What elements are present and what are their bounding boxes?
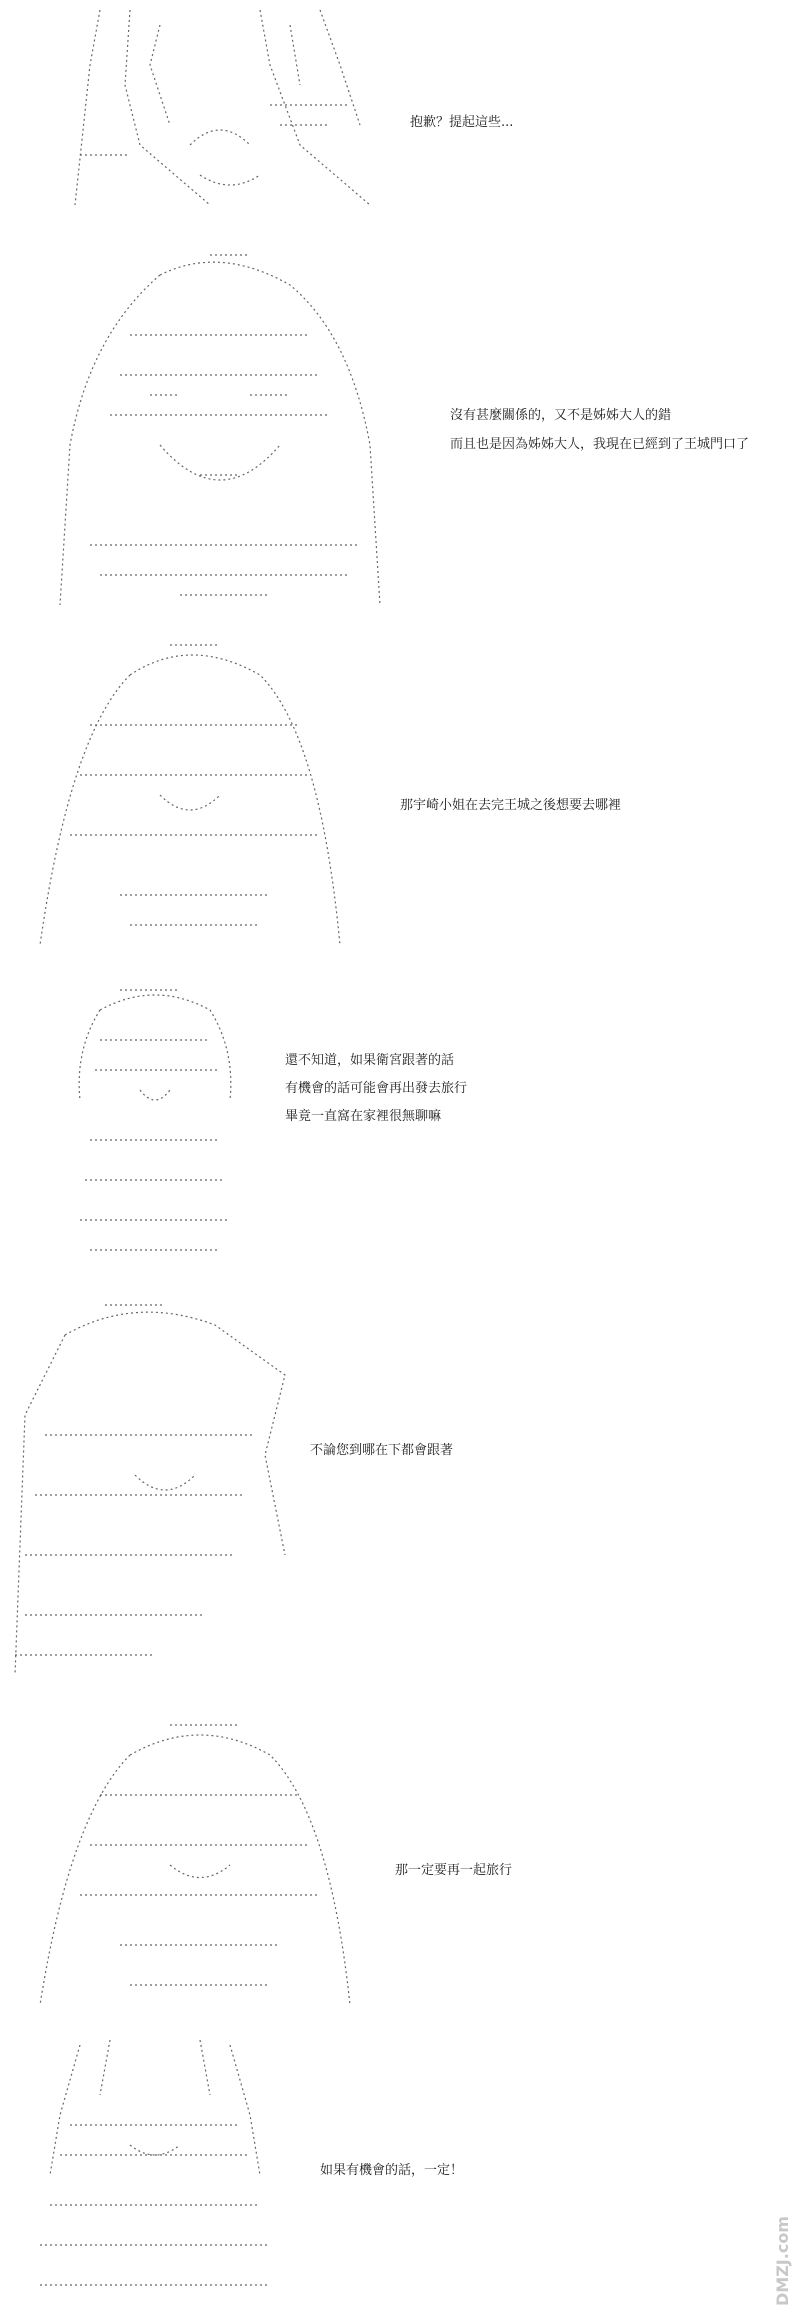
watermark-text: DMZJ.com [773, 2216, 792, 2306]
panel-4 [0, 975, 800, 1265]
dialogue-caption [395, 1860, 512, 1881]
dialogue-line: 不論您到哪在下都會跟著 [310, 1443, 454, 1458]
ascii-art-character-small [60, 980, 250, 1260]
dialogue-caption [285, 1050, 467, 1127]
ascii-art-character-portrait [20, 2035, 290, 2310]
dialogue-caption [310, 1440, 453, 1461]
dialogue-caption [400, 795, 621, 816]
dialogue-line: 如果有機會的話，一定！ [320, 2163, 464, 2178]
dmzj-logo-icon [770, 2158, 796, 2308]
panel-2 [0, 240, 800, 620]
panel-3 [0, 630, 800, 960]
ascii-art-character-portrait [30, 245, 400, 615]
panel-6 [0, 1710, 800, 2020]
dialogue-line: 還不知道，如果衛宮跟著的話 [285, 1053, 455, 1068]
dialogue-line: 而且也是因為姊姊大人，我現在已經到了王城門口了 [450, 437, 750, 452]
dialogue-caption [450, 405, 749, 455]
dialogue-line: 有機會的話可能會再出發去旅行 [285, 1081, 468, 1096]
ascii-art-character-portrait [20, 1715, 370, 2015]
ascii-art-character-portrait [20, 635, 360, 955]
dialogue-line: 抱歉？提起這些... [410, 115, 514, 130]
dialogue-line: 沒有甚麼關係的，又不是姊姊大人的錯 [450, 408, 672, 423]
dialogue-caption [410, 112, 513, 133]
panel-1 [0, 0, 800, 230]
ascii-art-two-characters-facing [70, 5, 400, 220]
dialogue-line: 那一定要再一起旅行 [395, 1863, 513, 1878]
ascii-art-character-portrait [5, 1295, 295, 1685]
dialogue-line: 那宇崎小姐在去完王城之後想要去哪裡 [400, 798, 622, 813]
panel-7 [0, 2030, 800, 2316]
dialogue-caption [320, 2160, 463, 2181]
dialogue-line: 畢竟一直窩在家裡很無聊嘛 [285, 1109, 442, 1124]
panel-5 [0, 1290, 800, 1690]
